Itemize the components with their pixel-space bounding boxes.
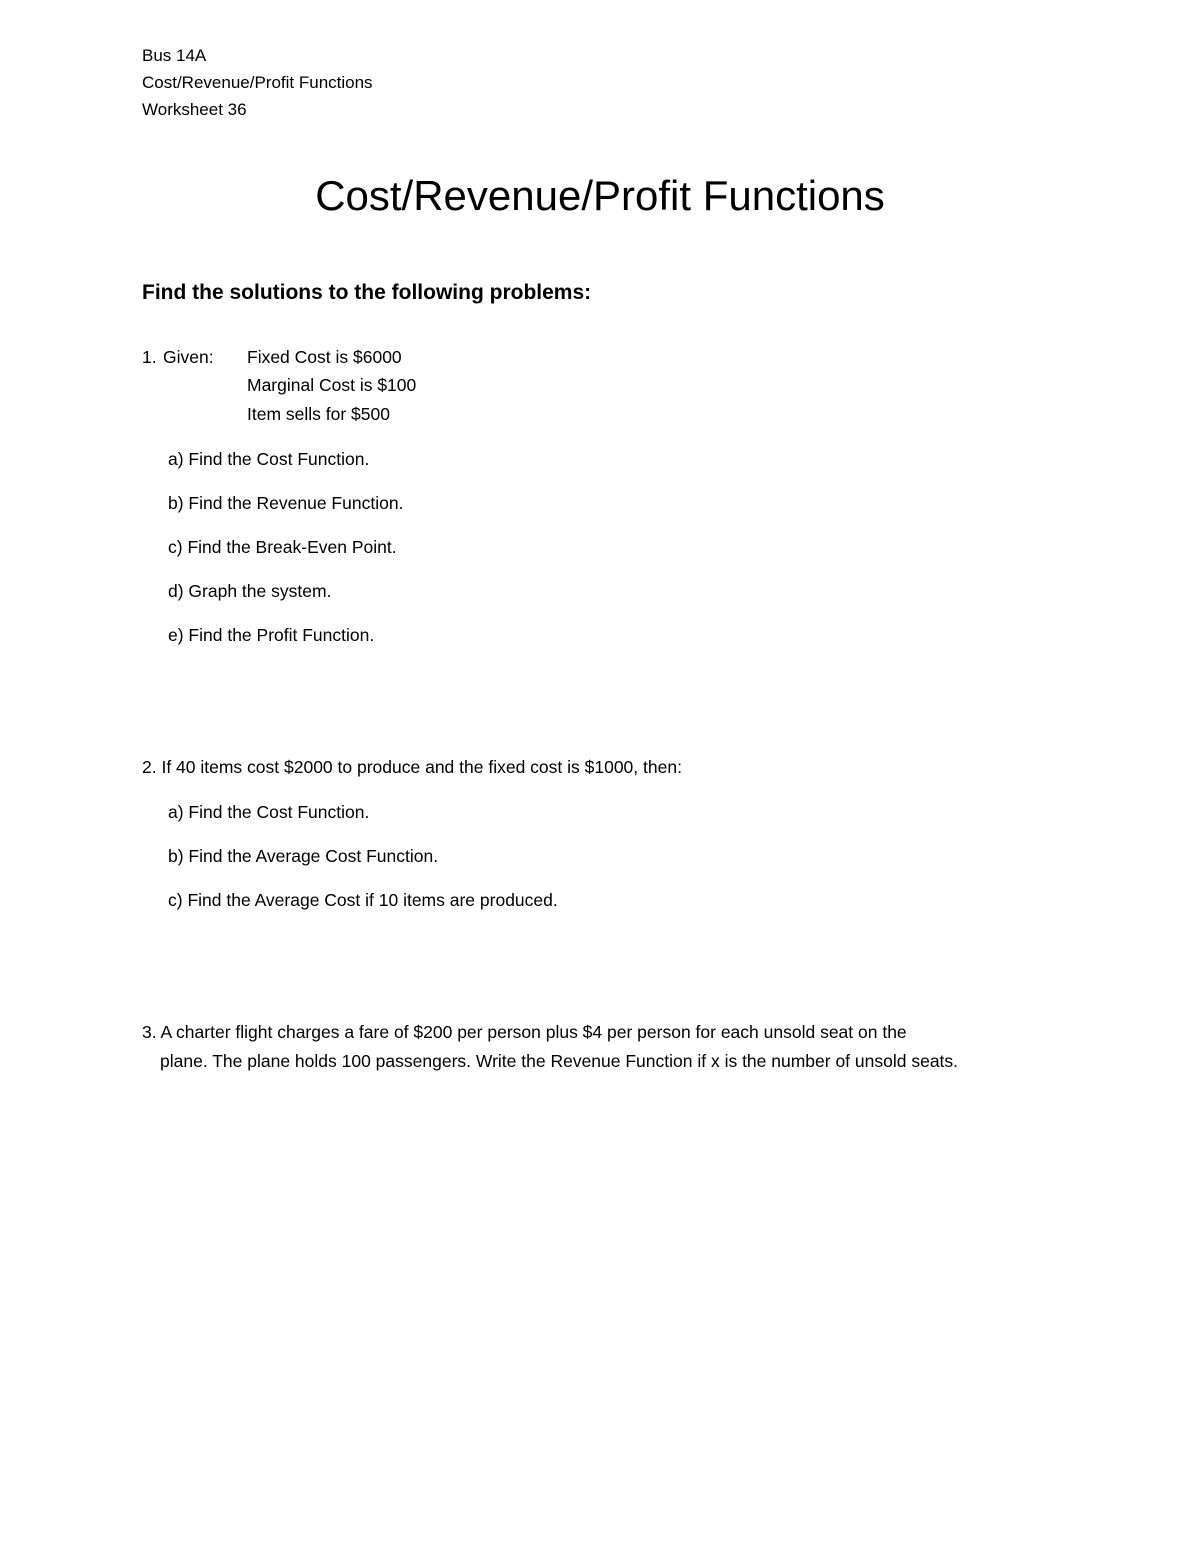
header-worksheet: Worksheet 36 xyxy=(142,100,247,119)
problem-3-line-2: plane. The plane holds 100 passengers. Write the Revenue Function if x is the number of unsold seats. xyxy=(160,1051,959,1071)
header-course: Bus 14A xyxy=(142,46,207,65)
problem-1-part-a: a) Find the Cost Function. xyxy=(168,449,370,469)
problem-1-part-e: e) Find the Profit Function. xyxy=(168,625,375,645)
problem-1-given-marginal-cost: Marginal Cost is $100 xyxy=(247,375,417,395)
problem-1-given-label: Given: xyxy=(163,347,214,367)
header-topic: Cost/Revenue/Profit Functions xyxy=(142,73,373,92)
problem-1-part-d: d) Graph the system. xyxy=(168,581,332,601)
problem-1-given-fixed-cost: Fixed Cost is $6000 xyxy=(247,347,402,367)
problem-2-text: 2. If 40 items cost $2000 to produce and the fixed cost is $1000, then: xyxy=(142,757,682,777)
problem-2-part-a: a) Find the Cost Function. xyxy=(168,802,370,822)
problem-1-part-c: c) Find the Break-Even Point. xyxy=(168,537,397,557)
instructions-heading: Find the solutions to the following problems: xyxy=(142,281,592,304)
page-title: Cost/Revenue/Profit Functions xyxy=(315,172,885,219)
problem-1-number: 1. xyxy=(142,347,157,367)
problem-3-line-1: 3. A charter flight charges a fare of $200 per person plus $4 per person for each unsold seat on the xyxy=(142,1022,907,1042)
problem-1-part-b: b) Find the Revenue Function. xyxy=(168,493,404,513)
problem-2-part-c: c) Find the Average Cost if 10 items are produced. xyxy=(168,890,558,910)
problem-2-part-b: b) Find the Average Cost Function. xyxy=(168,846,439,866)
problem-1-given-price: Item sells for $500 xyxy=(247,404,390,424)
